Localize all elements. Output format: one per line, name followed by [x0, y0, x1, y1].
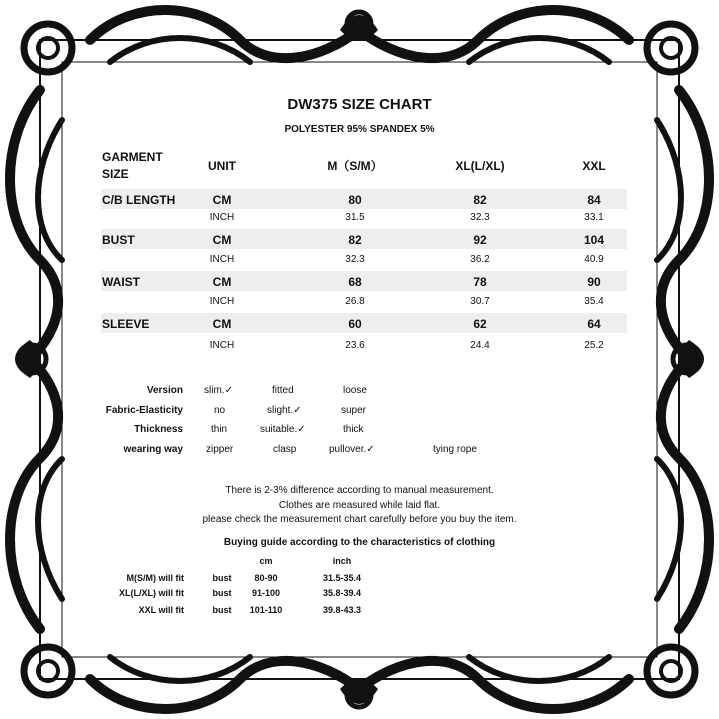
- header-size-xxl: XXL: [582, 159, 606, 173]
- unit-cm: CM: [212, 317, 232, 331]
- cell-cm-xl: 82: [473, 193, 487, 207]
- check-icon: ✓: [224, 385, 233, 396]
- row-band: [101, 313, 627, 333]
- attr-label-wearing-way: wearing way: [123, 444, 183, 455]
- unit-inch: INCH: [209, 340, 235, 351]
- cell-cm-m: 82: [348, 233, 362, 247]
- check-icon: ✓: [297, 424, 306, 435]
- row-band: [101, 229, 627, 249]
- guide-row-inch: 35.8-39.4: [322, 588, 362, 598]
- cell-cm-xl: 92: [473, 233, 487, 247]
- guide-row-inch: 39.8-43.3: [322, 605, 362, 615]
- guide-row-part: bust: [212, 605, 232, 615]
- guide-row-cm: 101-110: [249, 605, 283, 615]
- cell-inch-xl: 36.2: [470, 254, 490, 265]
- cell-cm-xxl: 64: [587, 317, 601, 331]
- attr-option: pullover.✓: [329, 444, 375, 455]
- header-size: SIZE: [102, 167, 129, 181]
- attr-option: zipper: [206, 444, 234, 455]
- guide-row-inch: 31.5-35.4: [322, 573, 362, 583]
- row-label-cb-length: C/B LENGTH: [102, 193, 176, 207]
- guide-row-cm: 80-90: [254, 573, 278, 583]
- cell-inch-xxl: 33.1: [584, 212, 604, 223]
- header-size-xl: XL(L/XL): [455, 159, 505, 173]
- unit-inch: INCH: [209, 212, 235, 223]
- check-icon: ✓: [293, 405, 302, 416]
- cell-inch-xxl: 25.2: [584, 340, 604, 351]
- attr-option: fitted: [272, 385, 294, 396]
- attr-label-version: Version: [146, 385, 183, 396]
- header-garment: GARMENT: [102, 150, 163, 164]
- cell-cm-m: 68: [348, 275, 362, 289]
- guide-row-cm: 91-100: [251, 588, 281, 598]
- attr-option: thin: [211, 424, 228, 435]
- cell-inch-xl: 24.4: [470, 340, 490, 351]
- attr-label-thickness: Thickness: [134, 424, 183, 435]
- header-size-m: M（S/M）: [327, 159, 383, 173]
- cell-inch-xl: 30.7: [470, 296, 490, 307]
- cell-inch-xl: 32.3: [470, 212, 490, 223]
- guide-row-label: M(S/M) will fit: [126, 573, 184, 583]
- attr-option: slight.✓: [267, 405, 302, 416]
- cell-cm-xxl: 84: [587, 193, 601, 207]
- guide-col-inch: inch: [332, 556, 352, 566]
- buying-guide-title: Buying guide according to the characteristics of clothing: [223, 537, 496, 548]
- guide-row-part: bust: [212, 588, 232, 598]
- cell-cm-xl: 78: [473, 275, 487, 289]
- attr-option: thick: [343, 424, 364, 435]
- attr-option: slim.✓: [204, 385, 233, 396]
- cell-inch-m: 31.5: [345, 212, 365, 223]
- row-label-bust: BUST: [102, 233, 135, 247]
- unit-cm: CM: [212, 233, 232, 247]
- cell-cm-xl: 62: [473, 317, 487, 331]
- cell-inch-xxl: 40.9: [584, 254, 604, 265]
- cell-cm-xxl: 90: [587, 275, 601, 289]
- guide-row-label: XXL will fit: [138, 605, 184, 615]
- guide-row-label: XL(L/XL) will fit: [119, 588, 184, 598]
- attr-option: tying rope: [433, 444, 477, 455]
- note-check-chart: please check the measurement chart carefully before you buy the item.: [202, 514, 517, 525]
- attr-label-fabric-elasticity: Fabric-Elasticity: [105, 405, 183, 416]
- guide-row-part: bust: [212, 573, 232, 583]
- unit-inch: INCH: [209, 254, 235, 265]
- row-label-sleeve: SLEEVE: [102, 317, 150, 331]
- check-icon: ✓: [366, 444, 375, 455]
- attr-option: super: [341, 405, 367, 416]
- note-measurement-difference: There is 2-3% difference according to manual measurement.: [225, 485, 494, 496]
- cell-inch-m: 26.8: [345, 296, 365, 307]
- attr-option: clasp: [273, 444, 297, 455]
- cell-cm-m: 60: [348, 317, 362, 331]
- cell-inch-m: 32.3: [345, 254, 365, 265]
- attr-option: no: [214, 405, 226, 416]
- header-unit: UNIT: [208, 159, 236, 173]
- unit-inch: INCH: [209, 296, 235, 307]
- note-laid-flat: Clothes are measured while laid flat.: [278, 500, 441, 511]
- unit-cm: CM: [212, 193, 232, 207]
- row-band: [101, 271, 627, 291]
- cell-inch-m: 23.6: [345, 340, 365, 351]
- unit-cm: CM: [212, 275, 232, 289]
- cell-cm-m: 80: [348, 193, 362, 207]
- cell-inch-xxl: 35.4: [584, 296, 604, 307]
- row-band: [101, 189, 627, 209]
- material-composition: POLYESTER 95% SPANDEX 5%: [284, 124, 435, 135]
- attr-option: loose: [343, 385, 367, 396]
- row-label-waist: WAIST: [102, 275, 140, 289]
- size-chart-title: DW375 SIZE CHART: [287, 96, 432, 113]
- guide-col-cm: cm: [259, 556, 273, 566]
- cell-cm-xxl: 104: [583, 233, 605, 247]
- attr-option: suitable.✓: [260, 424, 306, 435]
